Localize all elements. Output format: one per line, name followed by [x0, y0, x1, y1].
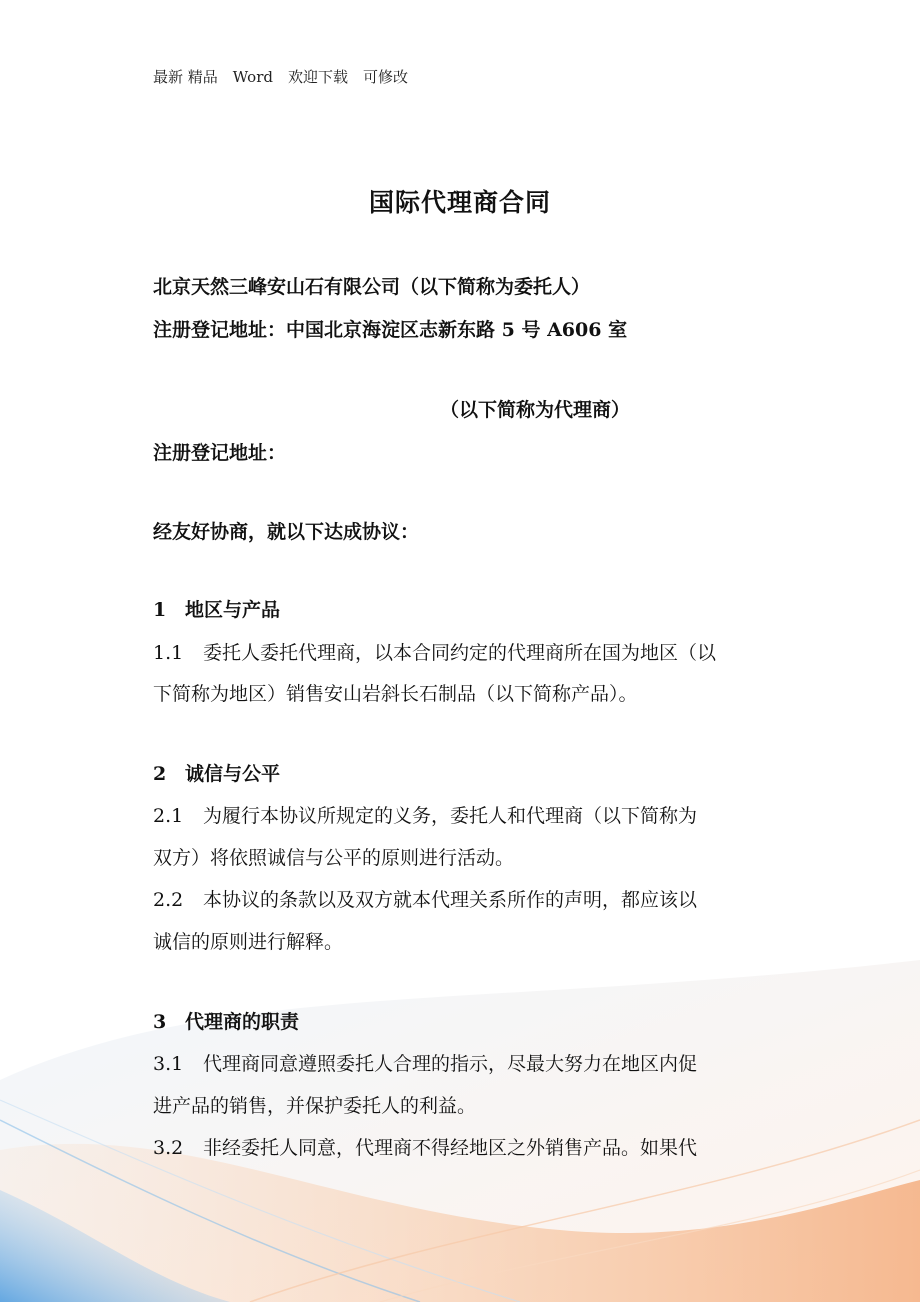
section-heading — [153, 1009, 773, 1035]
intro-line: 经友好协商，就以下达成协议： — [153, 521, 420, 543]
clause-number: 2.1 — [153, 805, 184, 827]
clause-line — [153, 1135, 773, 1161]
section-number: 1 — [153, 599, 167, 621]
clause-number: 3.2 — [153, 1137, 184, 1159]
clause-text: 非经委托人同意，代理商不得经地区之外销售产品。如果代 — [203, 1137, 698, 1159]
section-heading — [153, 761, 773, 787]
clause-line — [153, 1051, 773, 1077]
clause-number: 3.1 — [153, 1053, 184, 1075]
clause-text: 委托人委托代理商，以本合同约定的代理商所在国为地区（以 — [203, 642, 717, 664]
section-number: 3 — [153, 1011, 167, 1033]
clause-text: 代理商同意遵照委托人合理的指示，尽最大努力在地区内促 — [203, 1053, 698, 1075]
clause-continuation: 下简称为地区）销售安山岩斜长石制品（以下简称产品）。 — [153, 683, 638, 705]
clause-line — [153, 803, 773, 829]
clause-number: 1.1 — [153, 642, 184, 664]
agent-name-line: （以下简称为代理商） — [440, 399, 631, 421]
agent-address-line: 注册登记地址： — [153, 442, 287, 464]
clause-line — [153, 887, 773, 913]
section-heading — [153, 597, 773, 623]
section-number: 2 — [153, 763, 167, 785]
clause-continuation: 双方）将依照诚信与公平的原则进行活动。 — [153, 847, 515, 869]
document-title: 国际代理商合同 — [368, 188, 551, 217]
principal-address-line: 注册登记地址：中国北京海淀区志新东路 5 号 A606 室 — [153, 319, 628, 341]
clause-continuation: 诚信的原则进行解释。 — [153, 931, 344, 953]
section-title: 代理商的职责 — [185, 1011, 300, 1033]
clause-continuation: 进产品的销售，并保护委托人的利益。 — [153, 1095, 477, 1117]
clause-text: 为履行本协议所规定的义务，委托人和代理商（以下简称为 — [203, 805, 698, 827]
clause-line — [153, 640, 773, 666]
section-title: 诚信与公平 — [185, 763, 281, 785]
clause-number: 2.2 — [153, 889, 184, 911]
section-title: 地区与产品 — [185, 599, 281, 621]
page-header-note: 最新 精品 Word 欢迎下载 可修改 — [153, 68, 408, 86]
principal-name-line: 北京天然三峰安山石有限公司（以下简称为委托人） — [153, 276, 591, 298]
clause-text: 本协议的条款以及双方就本代理关系所作的声明，都应该以 — [203, 889, 698, 911]
